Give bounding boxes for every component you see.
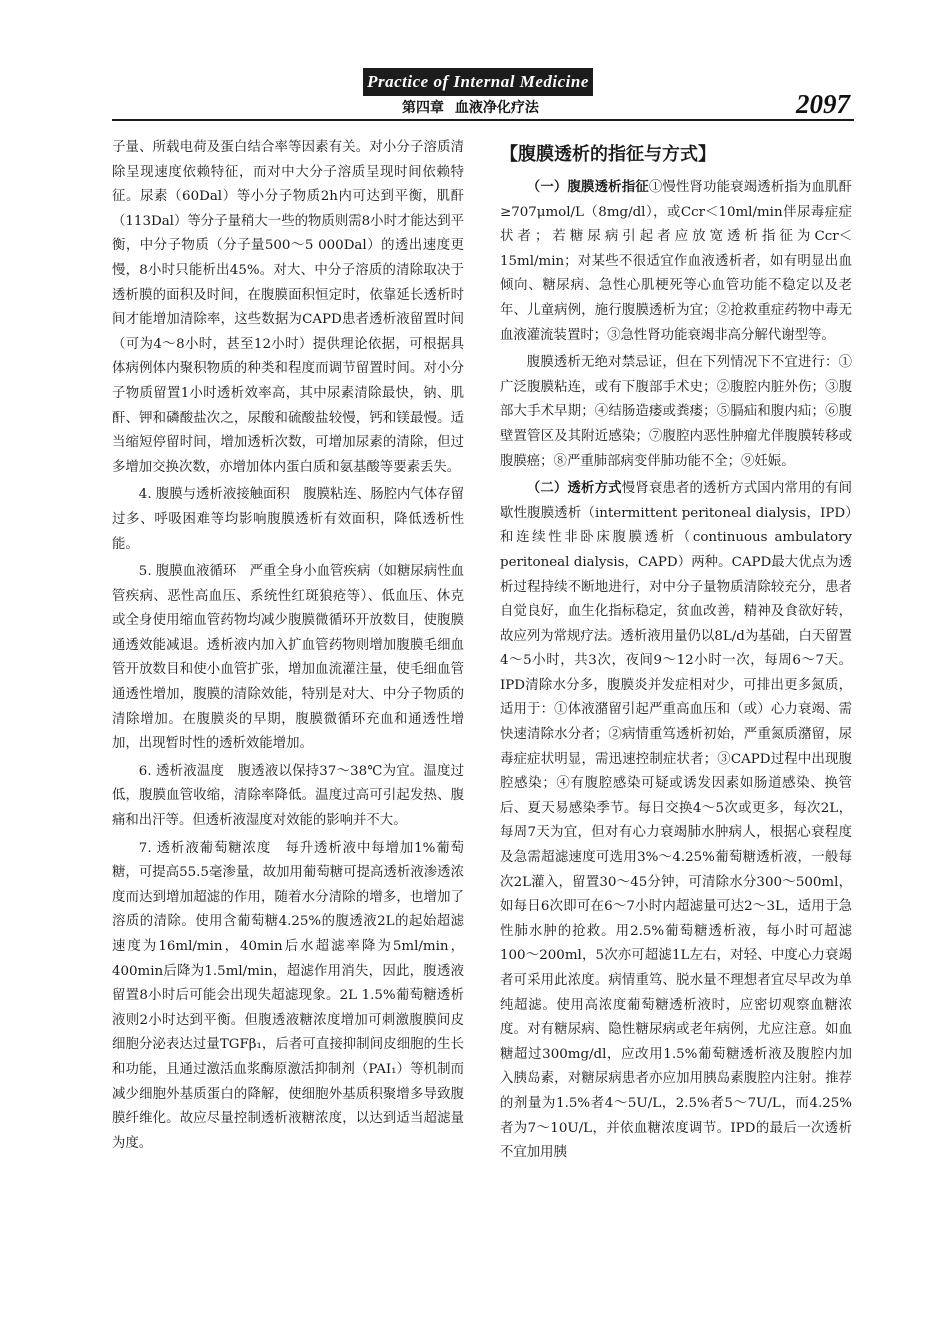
indications-text: ①慢性肾功能衰竭透析指为血肌酐≥707μmol/L（8mg/dl），或Ccr＜10ml/min伴尿毒症症状者；若糖尿病引起者应放宽透析指征为Ccr＜15ml/min；对某些不很适宜作血液透析者，如有明显出血倾向、糖尿病、急性心肌梗死等心血管功能不稳定以及老年、儿童病例，施行腹膜透析为宜；②抢救重症药物中毒无血液灌流装置时；③急性肾功能衰竭非高分解代谢型等。 [500,180,853,343]
paragraph-continued: 子量、所载电荷及蛋白结合率等因素有关。对小分子溶质清除呈现速度依赖特征，而对中大分子溶质呈现时间依赖特征。尿素（60Dal）等小分子物质2h内可达到平衡，肌酐（113Dal）等分子量稍大一些的物质则需8小时才能达到平衡，中分子物质（分子量500～5 000Dal）的透出速度更慢，8小时只能析出45%。对大、中分子溶质的清除取决于透析膜的面积及时间，在腹膜面积恒定时，依靠延长透析时间才能增加清除率，这些数据为CAPD患者透析液留置时间（可为4～8小时，甚至12小时）提供理论依据，可根据具体病例体内聚积物质的种类和程度而调节留置时间。对小分子物质留置1小时透析效率高，其中尿素清除最快，钠、肌酐、钾和磷酸盐次之，尿酸和硫酸盐较慢，钙和镁最慢。适当缩短停留时间，增加透析次数，可增加尿素的清除，但过多增加交换次数，亦增加体内蛋白质和氨基酸等要素丢失。 [112,140,464,475]
journal-title: Practice of Internal Medicine [367,72,589,91]
subheading-dialysis-modes: （二）透析方式 [526,481,622,497]
chapter-title: 第四章 血液净化疗法 [402,100,539,116]
paragraph-contraindications: 腹膜透析无绝对禁忌证，但在下列情况下不宜进行：①广泛腹膜粘连，或有下腹部手术史；②腹腔内脏外伤；③腹部大手术早期；④结肠造瘘或粪瘘；⑤膈疝和腹内疝；⑥腹壁置管区及其附近感染；⑦腹腔内恶性肿瘤尤伴腹膜转移或腹膜癌；⑧严重肺部病变伴肺功能不全；⑨妊娠。 [500,355,852,469]
header-rule [112,119,854,121]
paragraph-glucose-concentration: 7. 透析液葡萄糖浓度 每升透析液中每增加1%葡萄糖，可提高55.5毫渗量，故加用葡萄糖可提高透析液渗透浓度而达到增加超滤的作用，随着水分清除的增多，也增加了溶质的清除。使用含葡萄糖4.25%的腹透液2L的起始超滤速度为16ml/min，40min后水超滤率降为5ml/min，400min后降为1.5ml/min，超滤作用消失，因此，腹透液留置8小时后可能会出现失超滤现象。2L 1.5%葡萄糖透析液则2小时达到平衡。但腹透液糖浓度增加可刺激腹膜间皮细胞分泌表达过量TGFβ₁，后者可直接抑制间皮细胞的生长和功能，且通过激活血浆酶原激活抑制剂（PAI₁）等机制而减少细胞外基质蛋白的降解，使细胞外基质积聚增多导致腹膜纤维化。故应尽量控制透析液糖浓度，以达到适当超滤量为度。 [112,840,464,1151]
dialysis-modes-text: 慢肾衰患者的透析方式国内常用的有间歇性腹膜透析（intermittent peritoneal dialysis，IPD）和连续性非卧床腹膜透析（continuous ambulatory peritoneal dialysis，CAPD）两种。CAPD最大优点为透析过程持续不断地进行，对中分子量物质清除较充分，患者自觉良好，血生化指标稳定，贫血改善，精神及食欲好转，故应列为常规疗法。透析液用量仍以8L/d为基础，白天留置4～5小时，共3次，夜间9～12小时一次，每周6～7天。IPD清除水分多，腹膜炎并发症相对少，可排出更多氮质，适用于：①体液潴留引起严重高血压和（或）心力衰竭、需快速清除水分者；②病情重笃透析初始，严重氮质潴留，尿毒症症状明显，需迅速控制症状者；③CAPD过程中出现腹腔感染；④有腹腔感染可疑或诱发因素如肠道感染、换管后、夏天易感染季节。每日交换4～5次或更多，每次2L，每周7天为宜，但对有心力衰竭肺水肿病人，根据心衰程度及急需超滤速度可选用3%～4.25%葡萄糖透析液，一般每次2L灌入，留置30～45分钟，可清除水分300～500ml，如每日6次即可在6～7小时内超滤量可达2～3L，适用于急性肺水肿的抢救。用2.5%葡萄糖透析液，每小时可超滤100～200ml，5次亦可超滤1L左右，对轻、中度心力衰竭者可采用此浓度。病情重笃、脱水量不理想者宜尽早改为单纯超滤。使用高浓度葡萄糖透析液时，应密切观察血糖浓度。对有糖尿病、隐性糖尿病或老年病例，尤应注意。如血糖超过300mg/dl，应改用1.5%葡萄糖透析液及腹腔内加入胰岛素，对糖尿病患者亦应加用胰岛素腹腔内注射。推荐的剂量为1.5%者4～5U/L，2.5%者5～7U/L，而4.25%者为7～10U/L，并依血糖浓度调节。IPD的最后一次透析不宜加用胰 [500,481,853,1161]
section-title: 【腹膜透析的指征与方式】 [500,144,716,165]
right-column [500,142,852,1169]
paragraph-blood-circulation: 5. 腹膜血液循环 严重全身小血管疾病（如糖尿病性血管疾病、恶性高血压、系统性红斑狼疮等）、低血压、休克或全身使用缩血管药物均减少腹膜微循环开放数目，使腹膜通透效能减退。透析液内加入扩血管药物则增加腹膜毛细血管开放数目和使小血管扩张，增加血流灌注量，使毛细血管通透性增加，腹膜的清除效能，特别是对大、中分子物质的清除增加。在腹膜炎的早期，腹膜微循环充血和通透性增加，出现暂时性的透析效能增加。 [112,564,464,752]
journal-banner [363,68,593,96]
paragraph-indications [500,176,852,348]
paragraph-contact-area: 4. 腹膜与透析液接触面积 腹膜粘连、肠腔内气体存留过多、呼吸困难等均影响腹膜透析有效面积，降低透析性能。 [112,487,464,552]
paragraph-dialysate-temperature: 6. 透析液温度 腹透液以保持37～38℃为宜。温度过低，腹膜血管收缩，清除率降低。温度过高可引起发热、腹痛和出汗等。但透析液湿度对效能的影响并不大。 [112,763,464,829]
paragraph-dialysis-modes [500,477,852,1166]
subheading-indications: （一）腹膜透析指征 [526,180,649,195]
page-number: 2097 [796,89,850,119]
left-column [112,136,464,1159]
